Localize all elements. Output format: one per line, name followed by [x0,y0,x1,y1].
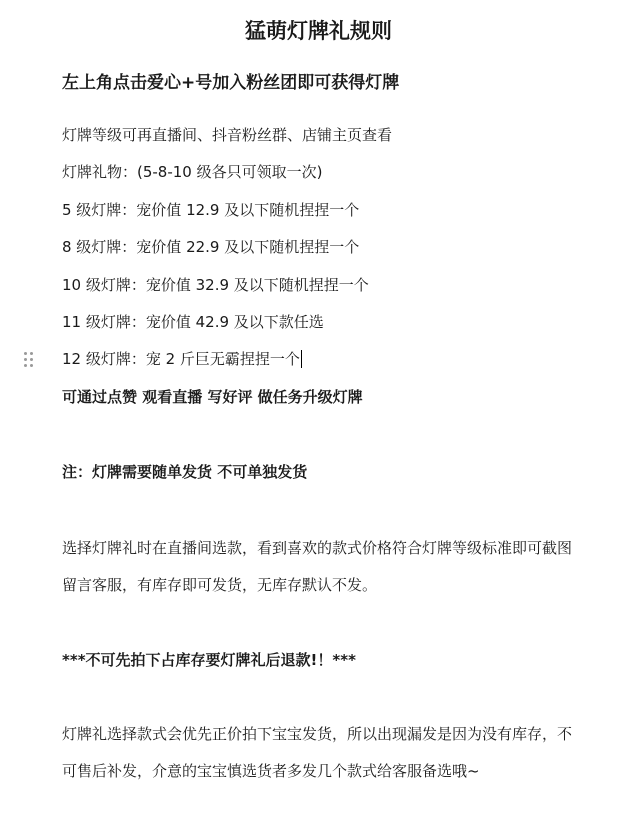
fan-club-subheading: 左上角点击爱心+号加入粉丝团即可获得灯牌 [62,73,400,93]
text-line-level-12[interactable]: 12 级灯牌：宠 2 斤巨无霸捏捏一个 [62,350,300,368]
missing-stock-paragraph[interactable]: 灯牌礼选择款式会优先正价拍下宝宝发货，所以出现漏发是因为没有库存，不可售后补发，介意的宝宝慎选货者多发几个款式给客服备选哦~ [62,725,573,780]
upgrade-methods-note[interactable]: 可通过点赞 观看直播 写好评 做任务升级灯牌 [62,388,363,406]
block-drag-handle-icon[interactable] [24,352,34,368]
text-line-gift-overview[interactable]: 灯牌礼物：(5-8-10 级各只可领取一次) [62,163,323,181]
selection-paragraph[interactable]: 选择灯牌礼时在直播间选款，看到喜欢的款式价格符合灯牌等级标准即可截图留言客服，有库存即可发货，无库存默认不发。 [62,539,573,594]
text-line-level-8[interactable]: 8 级灯牌：宠价值 22.9 及以下随机捏捏一个 [62,238,360,256]
document-title: 猛萌灯牌礼规则 [245,19,392,43]
text-line-level-12-wrapper[interactable] [62,348,302,370]
text-line-where-to-view[interactable]: 灯牌等级可再直播间、抖音粉丝群、店铺主页查看 [62,126,393,144]
text-line-level-11[interactable]: 11 级灯牌：宠价值 42.9 及以下款任选 [62,313,324,331]
text-line-level-5[interactable]: 5 级灯牌：宠价值 12.9 及以下随机捏捏一个 [62,201,360,219]
refund-warning[interactable]: ***不可先拍下占库存要灯牌礼后退款!！*** [62,651,356,669]
shipping-note[interactable]: 注：灯牌需要随单发货 不可单独发货 [62,463,308,481]
text-line-level-10[interactable]: 10 级灯牌：宠价值 32.9 及以下随机捏捏一个 [62,276,369,294]
text-cursor [301,350,302,368]
